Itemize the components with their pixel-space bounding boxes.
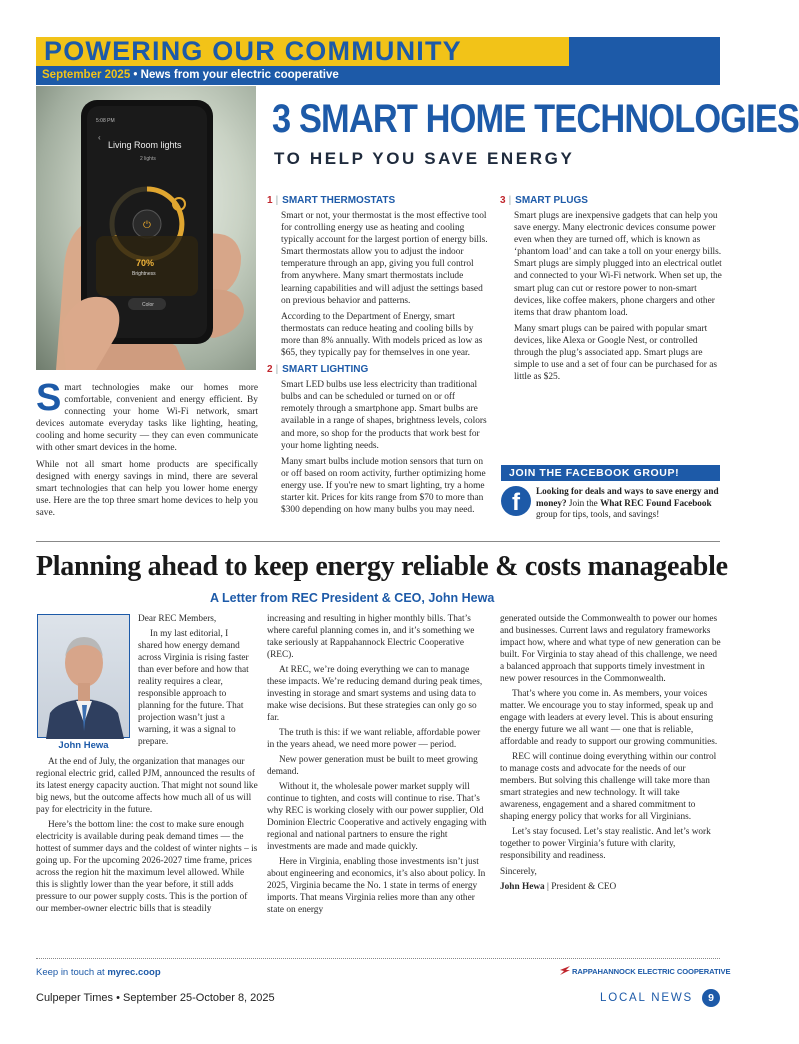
lighting-paragraph-2: Many smart bulbs include motion sensors that turn on or off based on room activity, further optimizing home energy use. If you're new to smart lighting, try a home starter kit. Prices for kits range from $70 to more than $300 depending on how many bulbs you may need. — [281, 456, 486, 516]
thermostats-paragraph-1: Smart or not, your thermostat is the most effective tool for controlling energy use as heating and cooling typically account for the largest portion of energy bills. Smart thermostats allow you to adjust the indoor temperature through an app, giving you full control from anywhere. Many smart thermostats include learning capabilities and will adjust the settings based on previous behavior and patterns. — [281, 211, 488, 306]
letter-column-2 — [267, 613, 489, 919]
letter-paragraph-4: increasing and resulting in higher monthly bills. That’s where careful planning comes in, and it’s something we take seriously at Rappahannock Electric Cooperative (REC). — [267, 614, 475, 660]
section-label: LOCAL NEWS — [600, 992, 693, 1004]
facebook-group-name[interactable]: What REC Found Facebook — [600, 497, 712, 508]
section-heading-lighting: 2 | SMART LIGHTING — [267, 364, 369, 376]
issue-date: September 2025 — [42, 69, 131, 81]
article-intro — [36, 377, 258, 523]
letter-paragraph-12: REC will continue doing everything within our control to manage costs and advocate for the needs of our members. But solving this challenge will take more than smart strategies and new technology. It will take awareness, engagement and a shared commitment to shaping energy policy that works for all Virginians. — [500, 752, 717, 822]
ceo-portrait — [37, 614, 130, 738]
rec-logo: RAPPAHANNOCK ELECTRIC COOPERATIVE — [560, 966, 730, 978]
header-separator: • — [133, 69, 138, 81]
letter-paragraph-10: generated outside the Commonwealth to power our homes and businesses. Current laws and regulatory frameworks impact how, where and what type of new generation can be built. For Virginia to stay ahead of this challenge, we need a balanced approach that supports timely investment in new power resources in the Commonwealth. — [500, 614, 721, 684]
section-heading-plugs: 3 | SMART PLUGS — [500, 195, 588, 206]
letter-closing: Sincerely, — [500, 867, 537, 877]
letter-column-1-top — [138, 613, 254, 751]
portrait-illustration — [38, 615, 131, 739]
phone-title: Living Room lights — [108, 140, 182, 150]
color-button-label: Color — [142, 302, 154, 308]
letter-paragraph-13: Let’s stay focused. Let’s stay realistic. And let’s work together to power Virginia’s future with clarity, responsibility and readiness. — [500, 827, 711, 861]
letter-paragraph-3: Here’s the bottom line: the cost to make sure enough electricity is available during peak demand times — the hottest of summer days and the coldest of winter nights – is going up. For the upcoming 2026-2027 time frame, prices across the region hit the maximum level allowed. While this is slightly lower than the year before, it still adds pressure to our power supply costs. This is the portion of our member-owner electric bills that is steadily — [36, 820, 258, 914]
phone-time: 5:08 PM — [96, 118, 115, 124]
letter-title: Planning ahead to keep energy reliable & costs manageable — [36, 551, 728, 582]
keep-in-touch: Keep in touch at myrec.coop — [36, 967, 161, 978]
letter-paragraph-9: Here in Virginia, enabling those investments isn’t just about engineering and economics, it’s also about policy. In 2025, Virginia became the No. 1 state in terms of energy imports. That means Virginia relies more than any other state on energy — [267, 857, 486, 915]
footer-divider — [36, 958, 720, 959]
article-column-2 — [267, 194, 489, 516]
facebook-group-bar: JOIN THE FACEBOOK GROUP! — [501, 465, 720, 481]
article-subhead: TO HELP YOU SAVE ENERGY — [274, 149, 575, 168]
drop-cap: S — [36, 377, 62, 419]
paper-issue-line: Culpeper Times • September 25-October 8, 2025 — [36, 992, 275, 1004]
letter-subtitle: A Letter from REC President & CEO, John Hewa — [210, 591, 495, 605]
brightness-label: Brightness — [132, 271, 156, 277]
letter-column-1-bottom — [36, 756, 258, 918]
section-heading-thermostats: 1 | SMART THERMOSTATS — [267, 195, 396, 206]
letter-paragraph-2: At the end of July, the organization that manages our regional electric grid, called PJM, announced the results of its latest energy capacity auction. That might not sound like big news, but the outcome affects how much all of us will pay for electricity in the future. — [36, 757, 258, 815]
brightness-value: 70% — [136, 258, 155, 268]
phone-light-count: 2 lights — [140, 156, 156, 162]
lighting-paragraph-1: Smart LED bulbs use less electricity than traditional bulbs and can be scheduled or turned on or off remotely through a smartphone app. Smart bulbs are available in a range of shapes, brightness levels, colors and more, so shop for the products that work best for your home lighting needs. — [281, 380, 487, 451]
letter-paragraph-7: New power generation must be built to meet growing demand. — [267, 755, 478, 777]
thermostats-paragraph-2: According to the Department of Energy, smart thermostats can reduce heating and cooling bills by more than 8% annually. With models priced as low as $65, they typically pay for themselves in one year. — [281, 311, 483, 359]
letter-greeting: Dear REC Members, — [138, 614, 217, 624]
section-divider — [36, 541, 720, 542]
letter-paragraph-8: Without it, the wholesale power market supply will continue to tighten, and costs will continue to rise. That’s why REC is working closely with our power supplier, Old Dominion Electric Cooperative and actively engaging with regional and national partners to ensure the right investments are made and made quickly. — [267, 782, 487, 852]
letter-signature: John Hewa | President & CEO — [500, 882, 617, 892]
power-icon: ⏻ — [143, 220, 151, 231]
phone-in-hand-illustration — [36, 86, 256, 370]
plugs-paragraph-2: Many smart plugs can be paired with popular smart devices, like Alexa or Google Nest, or controlled through the plug’s associated app. Smart plugs are simple to use and a set of four can be purchased for as little as $25. — [514, 323, 718, 383]
letter-column-3 — [500, 613, 722, 896]
letter-paragraph-6: The truth is this: if we want reliable, affordable power in the years ahead, we need more power — period. — [267, 728, 481, 750]
letter-paragraph-1: In my last editorial, I shared how energy demand across Virginia is rising faster than ever before and how that reality requires a clear, responsible approach to planning for the future. That projection wasn’t just a warning, it was a signal to prepare. — [138, 629, 249, 747]
plugs-paragraph-1: Smart plugs are inexpensive gadgets that can help you save energy. Many electronic devices consume power even when they are turned off, which is known as ‘phantom load’ and can take a toll on your energy bills. Smart plugs are simply plugged into an electrical outlet and connected to your Wi-Fi network. When set up, the smart plug can cut or restore power to non-smart devices, like coffee makers, phone chargers and other items that draw phantom load. — [514, 211, 722, 318]
letter-paragraph-5: At REC, we’re doing everything we can to manage these impacts. We’re reducing demand during peak times, investing in storage and smart systems and using data to make wise decisions. But these strategies can only go so far. — [267, 665, 483, 723]
svg-text:‹: ‹ — [98, 133, 101, 142]
smart-home-photo — [36, 86, 256, 370]
intro-paragraph-1: Smart technologies make our homes more comfortable, convenient and energy efficient. By connecting your home Wi-Fi network, smart devices automate everyday tasks like lighting, heating, cooling and home security — they can even communicate with other smart devices in the home. — [36, 377, 258, 454]
page-number: 9 — [702, 989, 720, 1007]
intro-paragraph-2: While not all smart home products are specifically designed with energy savings in mind, there are several smart technologies that can help you lower home energy use. Here are the top three smart home devices to help you save. — [36, 459, 258, 518]
article-headline: 3 SMART HOME TECHNOLOGIES — [272, 97, 799, 141]
letter-paragraph-11: That’s where you come in. As members, your voices matter. We encourage you to stay informed, speak up and engage with leaders at every level. This is about ensuring the energy future we all want — one that is reliable, affordable and ready to support our growing communities. — [500, 689, 718, 747]
website-link[interactable]: myrec.coop — [107, 967, 161, 978]
lightning-logo-icon — [560, 966, 570, 975]
portrait-caption: John Hewa — [58, 740, 109, 751]
masthead-title: POWERING OUR COMMUNITY — [44, 36, 462, 66]
masthead-subtitle — [42, 68, 339, 82]
article-column-3 — [500, 194, 722, 387]
header-tagline: News from your electric cooperative — [140, 69, 339, 81]
facebook-icon: f — [501, 486, 531, 516]
facebook-promo-text: Looking for deals and ways to save energy and money? Join the What REC Found Facebook group for tips, tools, and savings! — [536, 486, 719, 520]
